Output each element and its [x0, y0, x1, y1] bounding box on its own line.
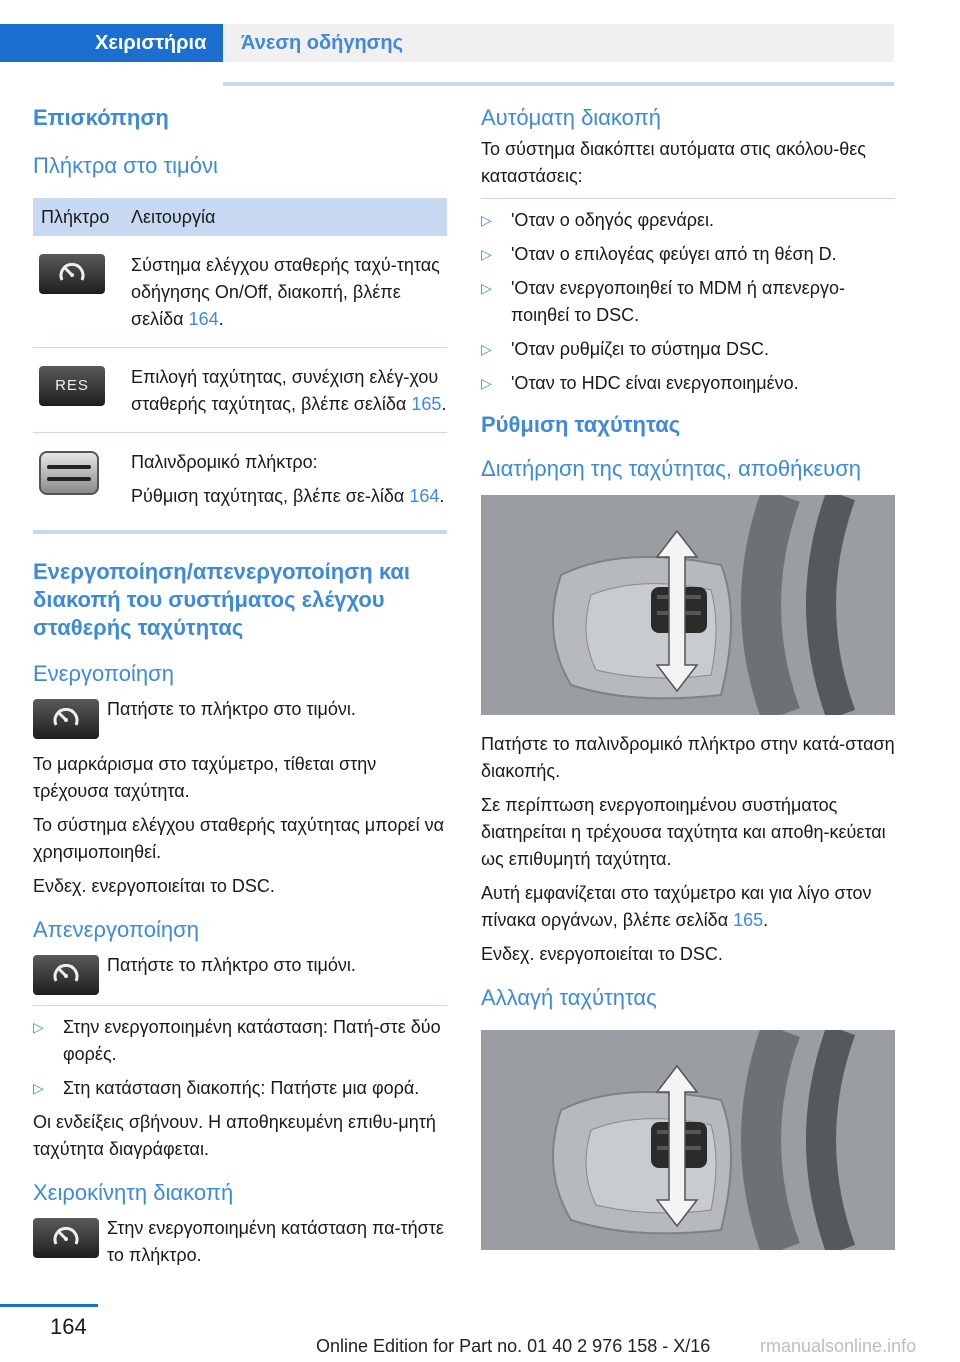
tab-driving-comfort[interactable]: Άνεση οδήγησης	[223, 24, 894, 62]
page-link-164[interactable]: 164	[188, 309, 219, 329]
heading-deactivate: Απενεργοποίηση	[33, 917, 199, 942]
page-number: 164	[50, 1314, 87, 1339]
heading-auto-interrupt: Αυτόματη διακοπή	[481, 105, 661, 130]
heading-activation: Ενεργοποίηση/απενεργοποίηση και διακοπή του συστήματος ελέγχου σταθερής ταχύτητας	[33, 559, 410, 640]
maintain-text-1: Πατήστε το παλινδρομικό πλήκτρο στην κατά-σταση διακοπής.	[481, 734, 895, 781]
column-header-key: Πλήκτρο	[41, 206, 110, 227]
auto-interrupt-text: Το σύστημα διακόπτει αυτόματα στις ακόλου-θες καταστάσεις:	[481, 139, 866, 186]
maintain-text-4: Ενδεχ. ενεργοποιείται το DSC.	[481, 944, 723, 964]
left-column	[33, 100, 447, 1269]
edition-note: Online Edition for Part no. 01 40 2 976 158 - X/16	[316, 1336, 711, 1356]
activate-instruction: Πατήστε το πλήκτρο στο τιμόνι.	[107, 699, 356, 719]
page-link-165[interactable]: 165	[733, 910, 764, 930]
heading-manual-interrupt: Χειροκίνητη διακοπή	[33, 1180, 234, 1205]
heading-change-speed: Αλλαγή ταχύτητας	[481, 985, 657, 1010]
header-underline	[223, 82, 894, 86]
auto-interrupt-list	[481, 207, 895, 397]
page-link-165[interactable]: 165	[411, 394, 442, 414]
page-link-164[interactable]: 164	[409, 486, 440, 506]
row-description-title: Παλινδρομικό πλήκτρο:	[131, 452, 318, 472]
deactivate-instruction: Πατήστε το πλήκτρο στο τιμόνι.	[107, 955, 356, 975]
table-row	[33, 433, 447, 524]
list-item: ▷ 'Οταν ενεργοποιηθεί το MDM ή απενεργο-ποιηθεί το DSC.	[481, 275, 895, 329]
header-tabs	[0, 24, 894, 62]
row-description: Σύστημα ελέγχου σταθερής ταχύ-τητας οδήγησης On/Off, διακοπή, βλέπε σελίδα 164.	[131, 255, 440, 329]
rocker-switch-photo	[481, 1030, 895, 1250]
footer-rule	[0, 1304, 98, 1307]
row-description: Επιλογή ταχύτητας, συνέχιση ελέγ-χου σταθερής ταχύτητας, βλέπε σελίδα 165.	[131, 367, 447, 414]
deactivate-list	[33, 1014, 447, 1102]
right-column	[481, 100, 895, 1250]
table-header	[33, 198, 447, 236]
heading-steering-keys: Πλήκτρα στο τιμόνι	[33, 153, 218, 178]
watermark: rmanualsonline.info	[760, 1336, 917, 1356]
table-row	[33, 236, 447, 348]
tab-controls[interactable]: Χειριστήρια	[0, 24, 223, 62]
list-item: ▷ Στην ενεργοποιημένη κατάσταση: Πατή-στε δύο φορές.	[33, 1014, 447, 1068]
heading-overview: Επισκόπηση	[33, 105, 169, 130]
list-item: ▷ Στη κατάσταση διακοπής: Πατήστε μια φορά.	[33, 1075, 447, 1102]
manual-interrupt-instruction: Στην ενεργοποιημένη κατάσταση πα-τήστε το πλήκτρο.	[107, 1218, 444, 1265]
activate-text-2: Το σύστημα ελέγχου σταθερής ταχύτητας μπορεί να χρησιμοποιηθεί.	[33, 815, 445, 862]
keys-table	[33, 198, 447, 534]
list-item: ▷ 'Οταν ρυθμίζει το σύστημα DSC.	[481, 336, 895, 363]
list-item: ▷ 'Οταν ο επιλογέας φεύγει από τη θέση D.	[481, 241, 895, 268]
heading-speed-setting: Ρύθμιση ταχύτητας	[481, 412, 681, 437]
res-button-icon: RES	[39, 366, 105, 406]
deactivate-text: Οι ενδείξεις σβήνουν. Η αποθηκευμένη επιθυ-μητή ταχύτητα διαγράφεται.	[33, 1112, 436, 1159]
maintain-text-2: Σε περίπτωση ενεργοποιημένου συστήματος διατηρείται η τρέχουσα ταχύτητα και αποθη-κεύεται ως επιθυμητή ταχύτητα.	[481, 795, 886, 869]
heading-maintain-store: Διατήρηση της ταχύτητας, αποθήκευση	[481, 456, 862, 481]
column-header-function: Λειτουργία	[131, 206, 216, 227]
row-description: Ρύθμιση ταχύτητας, βλέπε σε-λίδα 164.	[131, 486, 445, 506]
activate-text-3: Ενδεχ. ενεργοποιείται το DSC.	[33, 876, 275, 896]
activate-text-1: Το μαρκάρισμα στο ταχύμετρο, τίθεται στην τρέχουσα ταχύτητα.	[33, 754, 377, 801]
divider	[481, 198, 895, 199]
cruise-control-button-icon	[33, 955, 99, 995]
table-row	[33, 348, 447, 433]
maintain-text-3: Αυτή εμφανίζεται στο ταχύμετρο και για λίγο στον πίνακα οργάνων, βλέπε σελίδα 165.	[481, 883, 872, 930]
list-item: ▷ 'Οταν το HDC είναι ενεργοποιημένο.	[481, 370, 895, 397]
rocker-switch-icon	[39, 451, 99, 495]
list-item: ▷ 'Οταν ο οδηγός φρενάρει.	[481, 207, 895, 234]
rocker-switch-photo	[481, 495, 895, 715]
cruise-control-button-icon	[33, 699, 99, 739]
cruise-control-button-icon	[33, 1218, 99, 1258]
table-end-rule	[33, 530, 447, 534]
divider	[33, 1005, 447, 1006]
heading-activate: Ενεργοποίηση	[33, 661, 174, 686]
cruise-control-button-icon	[39, 254, 105, 294]
